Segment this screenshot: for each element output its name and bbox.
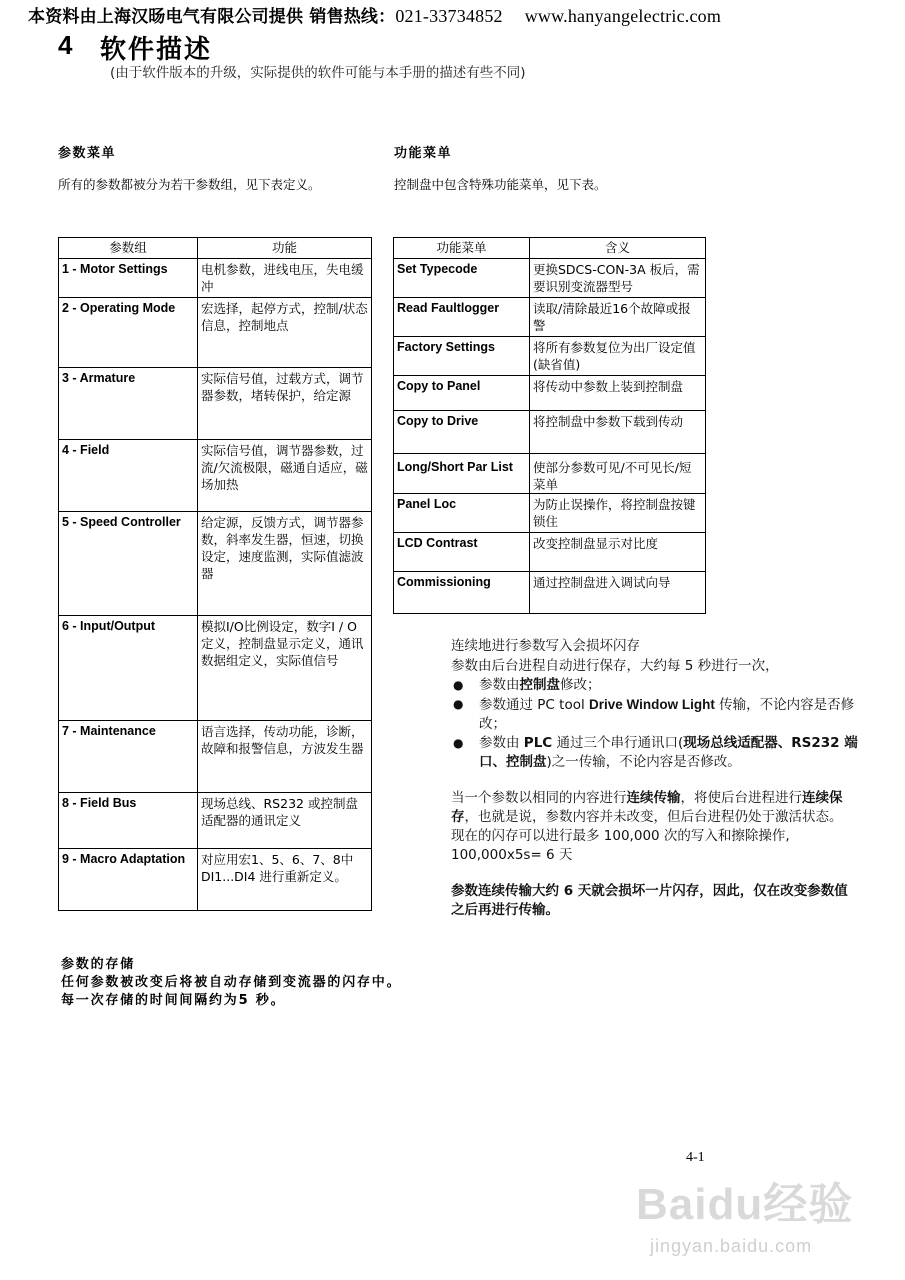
header-promo: 本资料由上海汉旸电气有限公司提供 销售热线： bbox=[28, 7, 396, 27]
table-row bbox=[394, 259, 706, 298]
param-group-function: 语言选择，传动功能，诊断，故障和报警信息，方波发生器 bbox=[198, 721, 372, 793]
func-menu-name: Factory Settings bbox=[394, 337, 530, 376]
param-group-function: 现场总线、RS232 或控制盘适配器的通讯定义 bbox=[198, 793, 372, 849]
bullet-text: 传输，不论内容是否修改； bbox=[479, 697, 855, 732]
table-row bbox=[59, 368, 372, 440]
chapter-number: 4 bbox=[58, 30, 73, 60]
func-menu-table bbox=[393, 237, 706, 614]
func-menu-name: Read Faultlogger bbox=[394, 298, 530, 337]
func-menu-heading: 功能菜单 bbox=[394, 146, 453, 161]
flash-warning-para: 当一个参数以相同的内容进行连续传输，将使后台进程进行连续保存，也就是说，参数内容并未改变，但后台进程仍处于激活状态。 bbox=[451, 790, 843, 825]
func-menu-meaning: 更换SDCS-CON-3A 板后，需要识别变流器型号 bbox=[530, 259, 706, 298]
col-header-function: 功能 bbox=[198, 238, 372, 259]
func-menu-name: Long/Short Par List bbox=[394, 454, 530, 494]
param-group-function: 宏选择，起停方式，控制/状态信息，控制地点 bbox=[198, 298, 372, 368]
flash-warning-cycles: 现在的闪存可以进行最多 100,000 次的写入和擦除操作, bbox=[451, 828, 790, 844]
header-banner bbox=[28, 2, 888, 27]
bullet-text: 修改； bbox=[560, 677, 601, 693]
col-header-group: 参数组 bbox=[59, 238, 198, 259]
param-storage-line2: 每一次存储的时间间隔约为5 秒。 bbox=[61, 993, 286, 1008]
bullet-text: )之一传输，不论内容是否修改。 bbox=[546, 754, 741, 770]
flash-warning-conclusion: 参数连续传输大约 6 天就会损坏一片闪存，因此，仅在改变参数值之后再进行传输。 bbox=[451, 883, 848, 918]
watermark-logo: Baidu经验 bbox=[636, 1180, 854, 1229]
list-item bbox=[451, 695, 861, 734]
param-group-name: 9 - Macro Adaptation bbox=[59, 849, 198, 911]
func-menu-meaning: 读取/清除最近16个故障或报警 bbox=[530, 298, 706, 337]
func-menu-meaning: 通过控制盘进入调试向导 bbox=[530, 572, 706, 614]
bullet-text: 参数由 bbox=[479, 735, 524, 751]
chapter-note: (由于软件版本的升级，实际提供的软件可能与本手册的描述有些不同) bbox=[110, 65, 526, 81]
table-row bbox=[59, 721, 372, 793]
param-menu-desc: 所有的参数都被分为若干参数组，见下表定义。 bbox=[58, 177, 321, 192]
param-group-name: 2 - Operating Mode bbox=[59, 298, 198, 368]
flash-warning-intro: 参数由后台进程自动进行保存，大约每 5 秒进行一次， bbox=[451, 658, 779, 674]
table-row bbox=[394, 572, 706, 614]
bullet-emphasis: Drive Window Light bbox=[589, 697, 715, 712]
bullet-icon: ● bbox=[453, 678, 464, 692]
param-group-name: 6 - Input/Output bbox=[59, 616, 198, 721]
func-menu-name: Set Typecode bbox=[394, 259, 530, 298]
param-group-function: 给定源，反馈方式，调节器参数，斜率发生器，恒速，切换设定，速度监测，实际值滤波器 bbox=[198, 512, 372, 616]
func-menu-meaning: 将所有参数复位为出厂设定值(缺省值) bbox=[530, 337, 706, 376]
bullet-emphasis: PLC bbox=[523, 735, 553, 751]
watermark-url: jingyan.baidu.com bbox=[650, 1236, 813, 1256]
param-menu-heading: 参数菜单 bbox=[58, 146, 117, 161]
param-group-name: 1 - Motor Settings bbox=[59, 259, 198, 298]
header-phone: 021-33734852 bbox=[395, 6, 503, 26]
bullet-text: 参数由 bbox=[479, 677, 520, 693]
bullet-icon: ● bbox=[453, 697, 464, 711]
table-row bbox=[59, 849, 372, 911]
table-row bbox=[394, 494, 706, 533]
func-menu-desc: 控制盘中包含特殊功能菜单，见下表。 bbox=[394, 177, 607, 192]
table-row bbox=[394, 337, 706, 376]
func-menu-name: Panel Loc bbox=[394, 494, 530, 533]
flash-warning-title: 连续地进行参数写入会损坏闪存 bbox=[451, 638, 640, 654]
param-group-name: 7 - Maintenance bbox=[59, 721, 198, 793]
param-group-function: 电机参数，进线电压，失电缓冲 bbox=[198, 259, 372, 298]
flash-warning-calc: 100,000x5s= 6 天 bbox=[451, 847, 573, 863]
page-number: 4-1 bbox=[686, 1150, 705, 1165]
param-storage bbox=[61, 956, 401, 1010]
table-row bbox=[59, 793, 372, 849]
func-menu-meaning: 将控制盘中参数下载到传动 bbox=[530, 411, 706, 454]
table-row bbox=[59, 259, 372, 298]
param-storage-line1: 任何参数被改变后将被自动存储到变流器的闪存中。 bbox=[61, 975, 402, 990]
chapter-title: 软件描述 bbox=[100, 35, 213, 65]
bullet-text: 通过三个串行通讯口( bbox=[552, 735, 684, 751]
param-group-table bbox=[58, 237, 372, 911]
func-table-header bbox=[394, 238, 706, 259]
param-group-name: 8 - Field Bus bbox=[59, 793, 198, 849]
func-menu-meaning: 使部分参数可见/不可见长/短菜单 bbox=[530, 454, 706, 494]
table-row bbox=[59, 616, 372, 721]
param-storage-heading: 参数的存储 bbox=[61, 957, 136, 972]
list-item bbox=[451, 676, 861, 695]
col-header-menu: 功能菜单 bbox=[394, 238, 530, 259]
table-row bbox=[394, 376, 706, 411]
header-website: www.hanyangelectric.com bbox=[524, 6, 722, 26]
bullet-icon: ● bbox=[453, 736, 464, 750]
table-row bbox=[394, 533, 706, 572]
param-table-header bbox=[59, 238, 372, 259]
param-group-name: 3 - Armature bbox=[59, 368, 198, 440]
func-menu-name: Copy to Drive bbox=[394, 411, 530, 454]
table-row bbox=[59, 512, 372, 616]
bullet-emphasis: 现场总线适配器、RS232 端口、控制盘 bbox=[479, 735, 858, 770]
table-row bbox=[59, 440, 372, 512]
param-group-name: 5 - Speed Controller bbox=[59, 512, 198, 616]
bullet-emphasis: 控制盘 bbox=[519, 677, 560, 693]
param-group-function: 实际信号值，过载方式，调节器参数，堵转保护，给定源 bbox=[198, 368, 372, 440]
param-group-function: 对应用宏1、5、6、7、8中DI1...DI4 进行重新定义。 bbox=[198, 849, 372, 911]
table-row bbox=[59, 298, 372, 368]
col-header-meaning: 含义 bbox=[530, 238, 706, 259]
param-group-function: 模拟I/O比例设定，数字I / O定义，控制盘显示定义，通讯数据组定义，实际值信号 bbox=[198, 616, 372, 721]
bullet-text: 参数通过 PC tool bbox=[479, 697, 590, 713]
param-group-name: 4 - Field bbox=[59, 440, 198, 512]
param-group-function: 实际信号值，调节器参数，过流/欠流极限，磁通自适应，磁场加热 bbox=[198, 440, 372, 512]
table-row bbox=[394, 411, 706, 454]
flash-warning-body bbox=[451, 657, 861, 920]
func-menu-name: Copy to Panel bbox=[394, 376, 530, 411]
list-item bbox=[451, 734, 861, 772]
table-row bbox=[394, 454, 706, 494]
func-menu-name: LCD Contrast bbox=[394, 533, 530, 572]
func-menu-name: Commissioning bbox=[394, 572, 530, 614]
func-menu-meaning: 将传动中参数上装到控制盘 bbox=[530, 376, 706, 411]
func-menu-meaning: 改变控制盘显示对比度 bbox=[530, 533, 706, 572]
func-menu-meaning: 为防止误操作，将控制盘按键锁住 bbox=[530, 494, 706, 533]
table-row bbox=[394, 298, 706, 337]
